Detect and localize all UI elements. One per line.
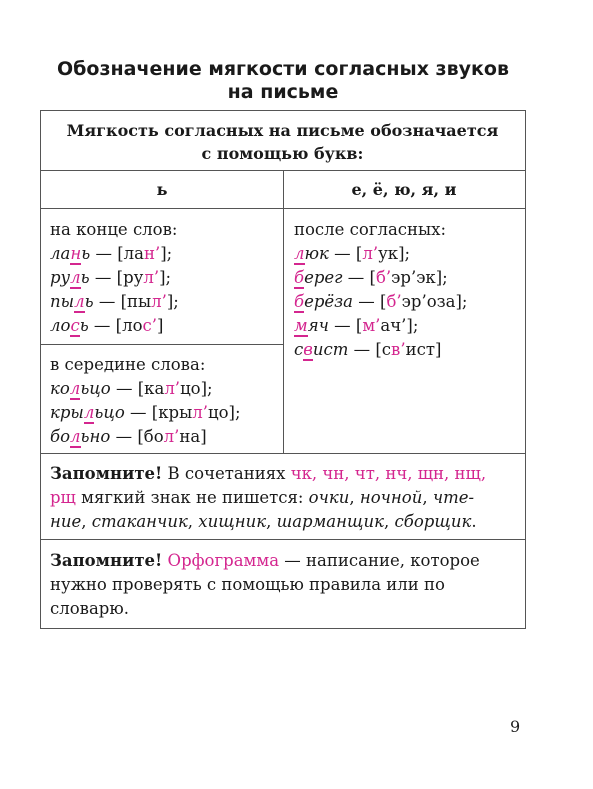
term-orthogram: Орфограмма (167, 551, 280, 570)
column-header-soft-sign: ь (156, 180, 168, 199)
table-header-line-2: с помощью букв: (201, 144, 364, 163)
divider (283, 170, 284, 453)
section-word-end (50, 218, 280, 338)
divider (41, 453, 525, 454)
note-label: Запомните! (50, 464, 163, 483)
example-row: руль — [рул’]; (50, 268, 172, 287)
example-row: лось — [лос’] (50, 316, 164, 335)
remember-note-orthogram: Запомните! Орфограмма — написание, которое нужно проверять с помощью правила или по словарю. (50, 551, 480, 618)
table-header (41, 119, 524, 165)
section-heading: в середине слова: (50, 355, 206, 374)
page-number: 9 (510, 717, 521, 736)
example-row: больно — [бол’на] (50, 427, 207, 446)
rules-table (40, 110, 526, 629)
example-row: кольцо — [кал’цо]; (50, 379, 213, 398)
example-row: крыльцо — [крыл’цо]; (50, 403, 241, 422)
title-line-2: на письме (227, 81, 339, 103)
title-line-1: Обозначение мягкости согласных звуков (57, 58, 509, 80)
example-row: пыль — [пыл’]; (50, 292, 179, 311)
section-after-consonants (294, 218, 522, 362)
example-row: свист — [св’ист] (294, 340, 442, 359)
section-heading: после согласных: (294, 220, 447, 239)
table-header-line-1: Мягкость согласных на письме обозначается (66, 121, 499, 140)
section-word-middle (50, 353, 280, 449)
section-heading: на конце слов: (50, 220, 178, 239)
column-header-vowels: е, ё, ю, я, и (351, 180, 457, 199)
example-row: берёза — [б’эр’оза]; (294, 292, 468, 311)
divider (41, 344, 283, 345)
note-label: Запомните! (50, 551, 163, 570)
remember-note-soft-sign: Запомните! В сочетаниях чк, чн, чт, нч, щн, нщ, рщ мягкий знак не пишется: очки, ночной, чте- ние, стаканчик, хищник, шарманщик, сборщик. (50, 464, 487, 531)
example-row: люк — [л’ук]; (294, 244, 411, 263)
example-row: берег — [б’эр’эк]; (294, 268, 448, 287)
example-row: мяч — [м’ач’]; (294, 316, 419, 335)
page-title (40, 58, 526, 104)
example-row: лань — [лан’]; (50, 244, 173, 263)
divider (41, 539, 525, 540)
